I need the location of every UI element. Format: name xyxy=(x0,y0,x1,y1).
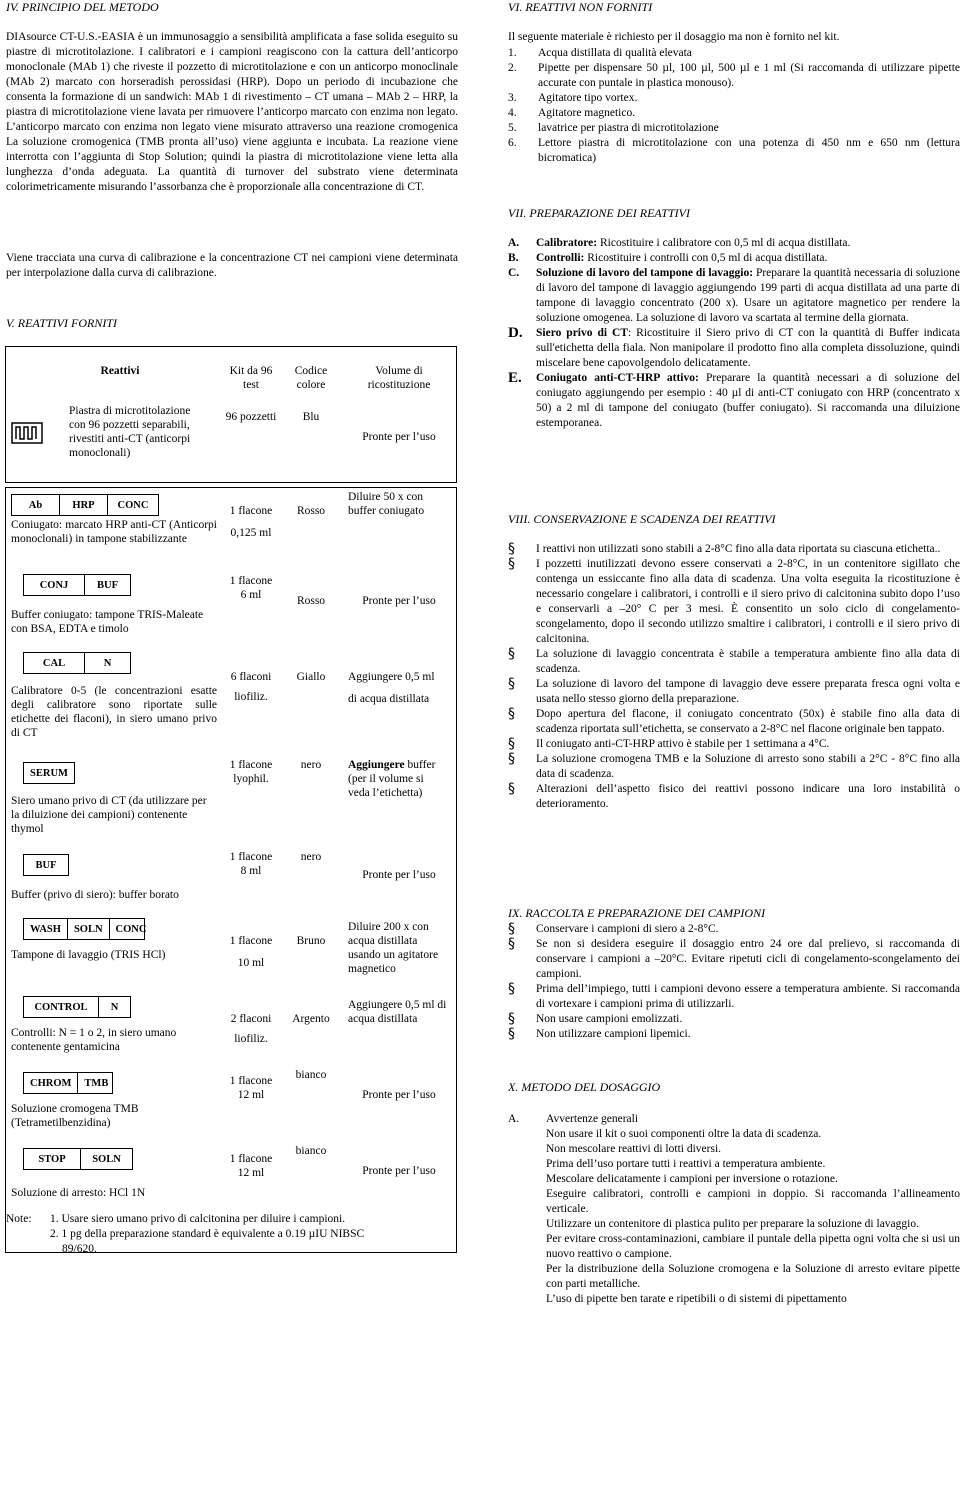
label-ab-hrp-conc xyxy=(11,494,159,516)
list-item xyxy=(508,542,960,557)
label-text: CONC xyxy=(115,923,147,935)
list-text: Se non si desidera eseguire il dosaggio entro 24 ore dal prelievo, si raccomanda di conservare i campioni a –20°C. Evitare ripetuti cicli di congelamento-scongelamento dei campioni. xyxy=(536,938,960,980)
prep-text: Preparare la quantità necessari a di soluzione del coniugato aggiungendo per esempio : 40 µl di anti-CT coniugato con HRP (concentrato x 50) a 2 ml di tampone del coniugato (buffer coniugato). Si raccomanda una diluizione estemporanea. xyxy=(536,372,960,429)
row-serum-volume-text: buffer (per il volume si veda l’etichetta) xyxy=(348,759,436,799)
label-serum xyxy=(23,762,75,784)
row-serum-kit: 1 flacone xyxy=(229,759,273,771)
section-iv-title: IV. PRINCIPIO DEL METODO xyxy=(6,0,159,14)
list-text: I pozzetti inutilizzati devono essere conservati a 2-8°C, in un contenitore sigillato che contenga un essiccante fino alla data di scadenza. Una volta eseguita la ricostituzione è necessario congelare i calibratori, i controlli e il siero privo di calcitonina subito dopo l’uso e conservarli a –20° C per 3 mesi. È consentito un solo ciclo di congelamento-scongelamento, dopo il secondo utilizzo smaltire i calibratori, i controlli e il siero privo di calcitonina. xyxy=(536,558,960,645)
prep-text: Preparare la quantità necessaria di soluzione di lavoro del tampone di lavaggio aggiungendo 199 parti di acqua distillata ad una parte di tampone di lavaggio concentrato (200 x). Usare un agitatore magnetico per rendere la soluzione omogenea. La soluzione di lavoro va scartata al termine della giornata. xyxy=(536,267,960,324)
label-text: STOP xyxy=(24,1149,81,1169)
label-stop-soln xyxy=(23,1148,133,1170)
list-text: Non mescolare reattivi di lotti diversi. xyxy=(546,1143,722,1155)
list-text: Non utilizzare campioni lipemici. xyxy=(536,1028,691,1040)
list-text: Non usare campioni emolizzati. xyxy=(536,1013,683,1025)
row-conj-buffer-kit: 1 flacone xyxy=(229,575,273,587)
prep-letter: A. xyxy=(508,237,520,249)
row-wash-kit: 1 flacone xyxy=(229,935,273,947)
list-item xyxy=(508,121,960,136)
row-serum-kit2: lyophil. xyxy=(233,773,269,785)
row-tmb-kit2: 12 ml xyxy=(237,1089,265,1101)
row-serum-desc: Siero umano privo di CT (da utilizzare per la diluizione dei campioni) contenente thymol xyxy=(11,795,207,835)
row-calibrator-volume2: di acqua distillata xyxy=(348,693,430,705)
list-item xyxy=(508,46,960,61)
row-wash-color: Bruno xyxy=(296,935,326,947)
row-stop-kit2: 12 ml xyxy=(237,1167,265,1179)
bullet-icon: § xyxy=(508,556,515,572)
list-text: Alterazioni dell’aspetto fisico dei reattivi possono indicare una loro instabilità o deterioramento. xyxy=(536,783,960,810)
row-control-kit2: liofiliz. xyxy=(234,1033,268,1045)
bullet-icon: § xyxy=(508,736,515,752)
section-iv-paragraph-1: DIAsource CT-U.S.-EASIA è un immunosaggio a sensibilità amplificata a fase solida eseguito su piastre di microtitolazione. I calibratori e i campioni reagiscono con la cattura dell’anticorpo monoclonale (MAb 1) che riveste il pozzetto di microtitolazione e con un anticorpo monoclinale (MAb 2) marcato con horseradish perossidasi (HRP). Dopo un periodo di incubazione che consenta la formazione di un sandwich: MAb 1 di rivestimento – CT umana – MAb 2 – HRP, la piastra di microtitolazione viene lavata per rimuovere l’anticorpo marcato con enzima non legato. L’anticorpo marcato con enzima non legato viene misurato attraverso una reazione cromogenica La soluzione cromogenica (TMB pronta all’uso) viene aggiunta e incubata. La reazione viene interrotta con l’aggiunta di Stop Solution; quindi la piastra di microtitolazione viene letta alla lunghezza d’onda adeguata. La quantità di turnover del substrato viene determinata colorimetricamente misurando l’assorbanza che è proporzionale alla concentrazione di CT. xyxy=(6,31,458,193)
list-item xyxy=(508,647,960,677)
row-calibrator-kit2: liofiliz. xyxy=(234,691,268,703)
prep-heading: Siero privo di CT xyxy=(536,327,629,339)
row-plate-color: Blu xyxy=(302,411,320,423)
section-vii-list xyxy=(508,236,960,431)
prep-text: Ricostituire i controlli con 0,5 ml di acqua distillata. xyxy=(584,252,828,264)
list-text: Mescolare delicatamente i campioni per inversione o rotazione. xyxy=(546,1173,838,1185)
label-text: HRP xyxy=(60,495,108,515)
prep-letter: D. xyxy=(508,325,523,341)
list-text: lavatrice per piastra di microtitolazione xyxy=(538,122,719,134)
row-conj-buffer-volume: Pronte per l’uso xyxy=(362,595,436,607)
section-iv-paragraph-2: Viene tracciata una curva di calibrazione e la concentrazione CT nei campioni viene determinata per interpolazione dalla curva di calibrazione. xyxy=(6,252,458,279)
label-cal-n xyxy=(23,652,131,674)
row-calibrator-volume: Aggiungere 0,5 ml xyxy=(348,671,435,683)
prep-letter: C. xyxy=(508,267,520,279)
section-x-a xyxy=(508,1112,960,1307)
section-viii-title: VIII. CONSERVAZIONE E SCADENZA DEI REATTIVI xyxy=(508,512,776,526)
list-item xyxy=(508,61,960,91)
row-plate-volume: Pronte per l’uso xyxy=(362,431,436,443)
row-stop-color: bianco xyxy=(295,1145,327,1157)
section-vii-title: VII. PREPARAZIONE DEI REATTIVI xyxy=(508,206,690,220)
label-text: CAL xyxy=(24,653,85,673)
row-control-color: Argento xyxy=(292,1013,330,1025)
label-text: Ab xyxy=(12,495,60,515)
label-conj-buf xyxy=(23,574,131,596)
section-vi-title: VI. REATTIVI NON FORNITI xyxy=(508,0,653,14)
label-text: BUF xyxy=(97,579,118,591)
label-text: N xyxy=(110,1001,119,1013)
label-control-n xyxy=(23,996,131,1018)
list-item xyxy=(508,752,960,782)
row-wash-kit2: 10 ml xyxy=(237,957,265,969)
list-item xyxy=(508,737,960,752)
list-number: 4. xyxy=(508,107,517,119)
bullet-icon: § xyxy=(508,676,515,692)
prep-item-d xyxy=(508,326,960,371)
header-codice: Codice colore xyxy=(294,365,328,391)
row-buffer-kit: 1 flacone xyxy=(229,851,273,863)
section-x-a-lines xyxy=(546,1127,960,1307)
row-buffer-color: nero xyxy=(300,851,322,863)
row-serum-volume-bold: Aggiungere xyxy=(348,759,405,771)
bullet-icon: § xyxy=(508,1011,515,1027)
row-buffer-kit2: 8 ml xyxy=(240,865,262,877)
row-conjugate-kit: 1 flacone xyxy=(229,505,273,517)
row-calibrator-color: Giallo xyxy=(296,671,326,683)
label-wash-soln-conc xyxy=(23,918,145,940)
list-item xyxy=(508,982,960,1012)
list-number: 5. xyxy=(508,122,517,134)
row-conjugate-color: Rosso xyxy=(296,505,326,517)
header-volume: Volume di ricostituzione xyxy=(367,365,431,391)
row-conj-buffer-color: Rosso xyxy=(296,595,326,607)
bullet-icon: § xyxy=(508,706,515,722)
prep-heading: Controlli: xyxy=(536,252,585,264)
list-text: La soluzione di lavoro del tampone di lavaggio deve essere preparata fresca ogni volta e usata nello stesso giorno della preparazione. xyxy=(536,678,960,705)
list-item xyxy=(508,106,960,121)
label-buf xyxy=(23,854,69,876)
row-wash-desc: Tampone di lavaggio (TRIS HCl) xyxy=(11,949,166,961)
list-text: Non usare il kit o suoi componenti oltre la data di scadenza. xyxy=(546,1128,822,1140)
row-control-kit: 2 flaconi xyxy=(230,1013,272,1025)
row-serum-volume xyxy=(348,758,448,800)
label-text: TMB xyxy=(84,1077,109,1089)
row-stop-kit: 1 flacone xyxy=(229,1153,273,1165)
bullet-icon: § xyxy=(508,921,515,937)
list-number: 6. xyxy=(508,137,517,149)
list-text: Prima dell’uso portare tutti i reattivi a temperatura ambiente. xyxy=(546,1158,826,1170)
reagent-table xyxy=(5,346,457,1506)
row-conjugate-volume: Diluire 50 x con buffer coniugato xyxy=(348,491,425,517)
section-ix-list xyxy=(508,922,960,1042)
prep-item-b xyxy=(508,251,960,266)
row-control-desc: Controlli: N = 1 o 2, in siero umano contenente gentamicina xyxy=(11,1027,177,1053)
list-item xyxy=(508,557,960,647)
row-calibrator-kit: 6 flaconi xyxy=(230,671,272,683)
section-vi-list xyxy=(508,46,960,166)
list-text: Lettore piastra di microtitolazione con una potenza di 450 nm e 650 nm (lettura bicromatica) xyxy=(538,137,960,164)
prep-heading: Avvertenze generali xyxy=(546,1113,639,1125)
section-x-title: X. METODO DEL DOSAGGIO xyxy=(508,1080,661,1094)
list-item xyxy=(508,922,960,937)
prep-text: Ricostituire i calibratore con 0,5 ml di acqua distillata. xyxy=(597,237,851,249)
list-text: I reattivi non utilizzati sono stabili a 2-8°C fino alla data riportata su ciascuna etichetta.. xyxy=(536,543,941,555)
bullet-icon: § xyxy=(508,981,515,997)
list-item xyxy=(508,1012,960,1027)
bullet-icon: § xyxy=(508,646,515,662)
row-calibrator-desc: Calibratore 0-5 (le concentrazioni esatte degli calibratore sono riportate sulle etichette dei flaconi), in siero umano privo di CT xyxy=(11,685,217,739)
label-text: WASH xyxy=(24,919,68,939)
list-item xyxy=(508,707,960,737)
row-conjugate-kit2: 0,125 ml xyxy=(230,527,272,539)
row-stop-desc: Soluzione di arresto: HCl 1N xyxy=(11,1187,146,1199)
prep-heading: Coniugato anti-CT-HRP attivo: xyxy=(536,372,699,384)
list-text: Agitatore tipo vortex. xyxy=(538,92,638,104)
note-3: 89/620. xyxy=(62,1243,97,1255)
label-text: CONC xyxy=(117,499,149,511)
list-item xyxy=(508,136,960,166)
section-ix-title: IX. RACCOLTA E PREPARAZIONE DEI CAMPIONI xyxy=(508,906,766,920)
label-text: CONTROL xyxy=(24,997,99,1017)
row-tmb-color: bianco xyxy=(295,1069,327,1081)
note-1: 1. Usare siero umano privo di calcitonina per diluire i campioni. xyxy=(50,1213,346,1225)
bullet-icon: § xyxy=(508,751,515,767)
prep-text: : Ricostituire il Siero privo di CT con la quantità di Buffer indicata sull'etichetta della fiala. Non manipolare il prodotto fino alla completa dissoluzione, quindi miscelare bene capovolgendolo delicatamente. xyxy=(536,327,960,369)
row-buffer-desc: Buffer (privo di siero): buffer borato xyxy=(11,889,179,901)
row-plate-desc: Piastra di microtitolazione con 96 pozzetti separabili, rivestiti anti-CT (anticorpi monoclonali) xyxy=(69,405,191,459)
header-reattivi: Reattivi xyxy=(100,365,140,377)
row-wash-volume: Diluire 200 x con acqua distillata usando un agitatore magnetico xyxy=(348,921,439,975)
bullet-icon: § xyxy=(508,1026,515,1042)
prep-item-c xyxy=(508,266,960,326)
prep-letter: A. xyxy=(508,1113,520,1125)
list-text: Conservare i campioni di siero a 2-8°C. xyxy=(536,923,719,935)
prep-item-e xyxy=(508,371,960,431)
list-text: Dopo apertura del flacone, il coniugato concentrato (50x) è stabile fino alla data di scadenza riportata sull’etichetta, se conservato a 2-8°C nel flacone originale ben tappato. xyxy=(536,708,960,735)
list-text: Prima dell’impiego, tutti i campioni devono essere a temperatura ambiente. Si raccomanda di vortexare i campioni prima di utilizzarli. xyxy=(536,983,960,1010)
row-tmb-kit: 1 flacone xyxy=(229,1075,273,1087)
list-text: L’uso di pipette ben tarate e ripetibili o di sistemi di pipettamento xyxy=(546,1293,847,1305)
label-text: SERUM xyxy=(30,767,68,779)
label-text: BUF xyxy=(35,859,57,871)
list-item xyxy=(508,937,960,982)
header-kit: Kit da 96 test xyxy=(229,365,273,391)
prep-heading: Soluzione di lavoro del tampone di lavaggio: xyxy=(536,267,754,279)
label-text: N xyxy=(103,657,112,669)
row-tmb-volume: Pronte per l’uso xyxy=(362,1089,436,1101)
list-text: Per la distribuzione della Soluzione cromogena e la Soluzione di arresto evitare pipette con parti metalliche. xyxy=(546,1263,960,1290)
label-text: CHROM xyxy=(24,1073,78,1093)
list-item xyxy=(508,677,960,707)
list-text: La soluzione di lavaggio concentrata è stabile a temperatura ambiente fino alla data di scadenza. xyxy=(536,648,960,675)
section-x-a-header xyxy=(508,1112,960,1127)
bullet-icon: § xyxy=(508,541,515,557)
row-conj-buffer-kit2: 6 ml xyxy=(240,589,262,601)
section-viii-list xyxy=(508,542,960,812)
note-2: 2. 1 pg della preparazione standard è equivalente a 0.19 µIU NIBSC xyxy=(50,1228,365,1240)
label-text: SOLN xyxy=(68,919,110,939)
list-text: Eseguire calibratori, controlli e campioni in doppio. Si raccomanda l’allineamento verticale. xyxy=(546,1188,960,1215)
section-v-title: V. REATTIVI FORNITI xyxy=(6,316,117,330)
row-plate-kit: 96 pozzetti xyxy=(225,411,277,423)
list-number: 1. xyxy=(508,47,517,59)
row-buffer-volume: Pronte per l’uso xyxy=(362,869,436,881)
list-item xyxy=(508,91,960,106)
row-control-volume: Aggiungere 0,5 ml di acqua distillata xyxy=(348,999,447,1025)
list-text: Pipette per dispensare 50 µl, 100 µl, 500 µl e 1 ml (Si raccomanda di utilizzare pipette accurate con puntale in plastica monouso). xyxy=(538,62,960,89)
list-text: Per evitare cross-contaminazioni, cambiare il puntale della pipetta ogni volta che si usi un nuovo reattivo o campione. xyxy=(546,1233,960,1260)
section-vi-intro: Il seguente materiale è richiesto per il dosaggio ma non è fornito nel kit. xyxy=(508,31,840,43)
row-conj-buffer-desc: Buffer coniugato: tampone TRIS-Maleate con BSA, EDTA e timolo xyxy=(11,609,204,635)
label-text: CONJ xyxy=(24,575,85,595)
list-text: Utilizzare un contenitore di plastica pulito per preparare la soluzione di lavaggio. xyxy=(546,1218,919,1230)
list-text: Agitatore magnetico. xyxy=(538,107,636,119)
list-number: 2. xyxy=(508,62,517,74)
row-stop-volume: Pronte per l’uso xyxy=(362,1165,436,1177)
list-item xyxy=(508,782,960,812)
list-item xyxy=(508,1027,960,1042)
prep-letter: B. xyxy=(508,252,519,264)
list-text: Acqua distillata di qualità elevata xyxy=(538,47,692,59)
list-text: Il coniugato anti-CT-HRP attivo è stabile per 1 settimana a 4°C. xyxy=(536,738,830,750)
microplate-icon xyxy=(11,422,43,444)
row-tmb-desc: Soluzione cromogena TMB (Tetrametilbenzidina) xyxy=(11,1103,139,1129)
label-chrom-tmb xyxy=(23,1072,113,1094)
prep-letter: E. xyxy=(508,370,522,386)
row-serum-color: nero xyxy=(300,759,322,771)
label-text: SOLN xyxy=(92,1153,121,1165)
notes-label: Note: xyxy=(6,1213,32,1225)
bullet-icon: § xyxy=(508,781,515,797)
prep-item-a xyxy=(508,236,960,251)
list-text: La soluzione cromogena TMB e la Soluzione di arresto sono stabili a 2°C - 8°C fino alla data di scadenza. xyxy=(536,753,960,780)
row-conjugate-desc: Coniugato: marcato HRP anti-CT (Anticorpi monoclonali) in tampone stabilizzante xyxy=(11,519,217,545)
prep-heading: Calibratore: xyxy=(536,237,598,249)
list-number: 3. xyxy=(508,92,517,104)
bullet-icon: § xyxy=(508,936,515,952)
